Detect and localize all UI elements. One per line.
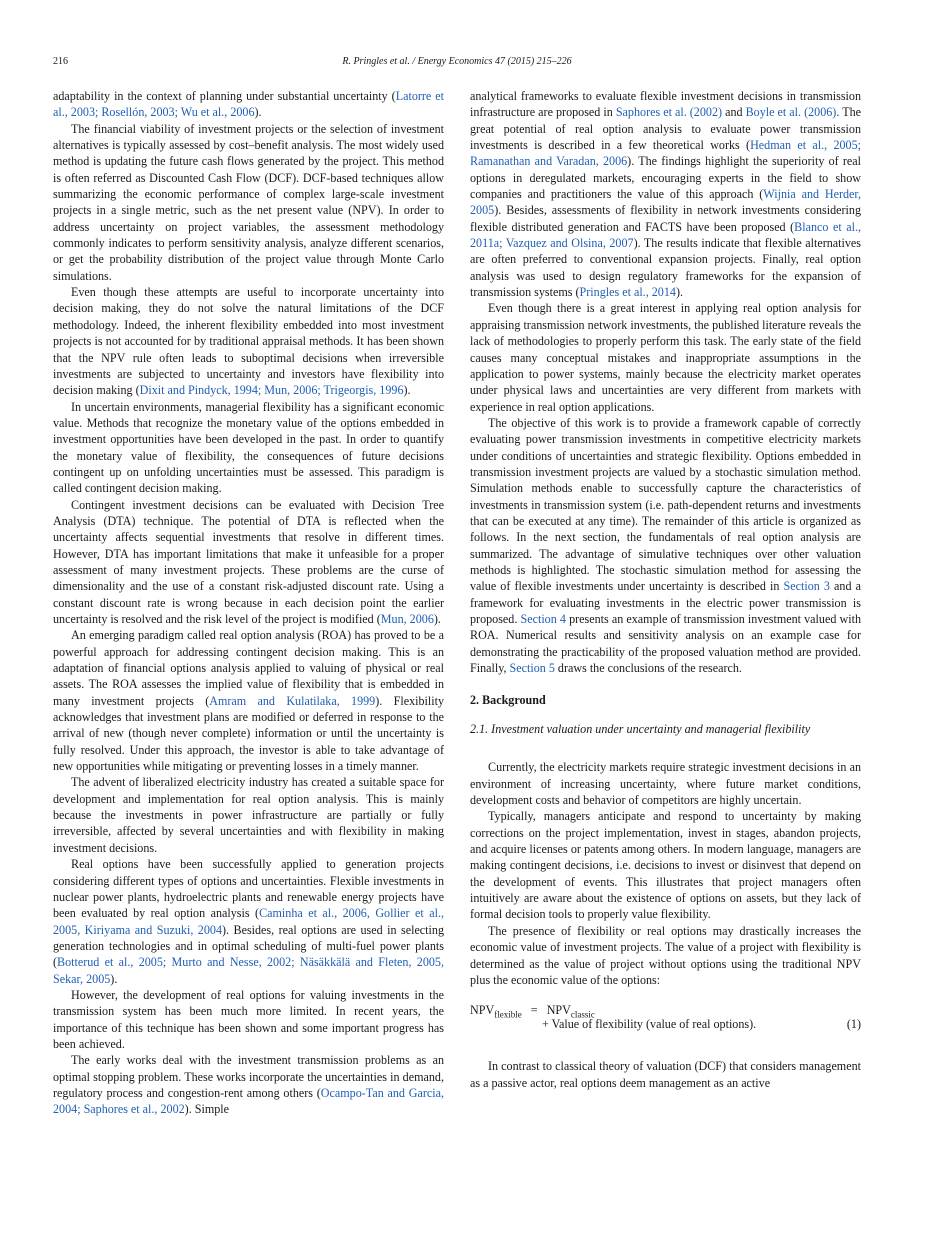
citation-link[interactable]: Ocampo-Tan and Garcia, 2004; Saphores et al., 2002	[53, 1085, 444, 1117]
citation-link[interactable]: Mun, 2006	[380, 612, 434, 626]
citation-link[interactable]: Amram and Kulatilaka, 1999	[209, 693, 376, 708]
paragraph: The early works deal with the investment transmission problems as an optimal stopping problem. These works incorporate the uncertainties in demand, regulatory process and congestion-rent among others (Ocampo-Tan and Garcia, 2004; Saphores et al., 2002). Simple	[53, 1053, 444, 1117]
citation-link[interactable]: Blanco et al., 2011a; Vazquez and Olsina, 2007	[470, 219, 861, 251]
running-title: R. Pringles et al. / Energy Economics 47 (2015) 215–226	[342, 56, 572, 67]
paragraph: Even though there is a great interest in applying real option analysis for appraising transmission network investments, the published literature reveals the lack of methodologies to properly perform this task. The early state of the field causes many conceptual mistakes and inappropriate assumptions in the application to power systems, mainly because the electricity market operates under physical laws and uncertainties are very different from markets with experience in real option applications.	[470, 301, 861, 414]
subsection-heading: 2.1. Investment valuation under uncertainty and managerial flexibility	[470, 722, 811, 737]
section-link[interactable]: Section 4	[520, 612, 566, 626]
section-heading: 2. Background	[470, 693, 546, 708]
section-link[interactable]: Section 3	[783, 579, 830, 594]
paragraph: adaptability in the context of planning under substantial uncertainty (Latorre et al., 2003; Rosellón, 2003; Wu et al., 2006).	[53, 89, 444, 120]
equation-1	[470, 1002, 861, 1036]
paragraph: The advent of liberalized electricity industry has created a suitable space for development and implementation for real option analysis. This is mainly because the investments in power infrastructure are partially or fully irreversible, affected by several uncertainties and with flexibility in making investment decisions.	[53, 775, 444, 855]
equation-line-1: $NPV_{flexible}$ = $NPV_{classic}$	[470, 1003, 595, 1020]
paragraph: The objective of this work is to provide a framework capable of correctly evaluating power transmission investments in competitive electricity markets under conditions of uncertainties and strategic flexibility. Options embedded in transmission investment projects are valued by a stochastic simulation method. Simulation methods enable to successfully capture the characteristics of investments in transmission system (i.e. path-dependent returns and investments that can be executed at any time). The remainder of this article is organized as follows. In the next section, the fundamentals of real option analysis are summarized. The advantage of simulative techniques over other valuation methods is highlighted. The stochastic simulation method for assessing the value of flexible investments under uncertainty is described in Section 3 and a framework for evaluating investments in the electric power transmission is proposed. Section 4 presents an example of transmission investment valued with ROA. Numerical results and sensitivity analysis on an example case for demonstrating the practicability of the proposed valuation method are provided. Finally, Section 5 draws the conclusions of the research.	[470, 415, 861, 676]
page-header	[53, 56, 861, 72]
paragraph: Currently, the electricity markets require strategic investment decisions in an environment of increasing uncertainty, where future market conditions, development costs and behavior of competitors are highly uncertain.	[470, 760, 861, 808]
citation-link[interactable]: Wijnia and Herder, 2005	[470, 187, 861, 218]
paragraph: Contingent investment decisions can be evaluated with Decision Tree Analysis (DTA) technique. The potential of DTA is reflected when the uncertainty affects sequential investments that resolve in different times. However, DTA has important limitations that make it unfeasible for a proper assessment of many investment projects. These problems are the curse of dimensionality and the use of a constant risk-adjusted discount rate. Using a constant discount rate is wrong because in each decision point the earlier uncertainty is resolved and the risk level of the project is modified (Mun, 2006).	[53, 497, 444, 626]
paragraph: analytical frameworks to evaluate flexible investment decisions in transmission infrastructure are proposed in Saphores et al. (2002) and Boyle et al. (2006). The great potential of real option analysis to evaluate power transmission investments is described in a few theoretical works (Hedman et al., 2005; Ramanathan and Varadan, 2006). The findings highlight the superiority of real options in deregulated markets, encouraging experts in the field to show companies and practitioners the value of this approach (Wijnia and Herder, 2005). Besides, assessments of flexibility in network investments considering flexible distributed generation and FACTS have been proposed (Blanco et al., 2011a; Vazquez and Olsina, 2007). The results indicate that flexible alternatives are often preferred to conventional expansion projects. Finally, real option analysis was used to design regulatory frameworks for the expansion of transmission systems (Pringles et al., 2014).	[470, 89, 862, 300]
paragraph: The financial viability of investment projects or the selection of investment alternatives is typically assessed by cost–benefit analysis. The most widely used method is updating the future cash flows generated by the project. This method is often referred as Discounted Cash Flow (DCF). DCF-based techniques allow summarizing the economic performance of complex large-scale investment projects in a single metric, such as the net present value (NPV). In order to address uncertainty on project variables, the assessment methodology commonly indicates to perform sensitivity analysis, analyze different scenarios, or get the probability distribution of the project value through Monte Carlo simulations.	[53, 121, 444, 283]
equation-line-2: + Value of flexibility (value of real options).	[542, 1017, 757, 1032]
paragraph: Real options have been successfully applied to generation projects considering different types of options and uncertainties. Flexible investments in nuclear power plants, hydroelectric plants and renewable energy projects have been evaluated by real option analysis (Caminha et al., 2006, Gollier et al., 2005, Kiriyama and Suzuki, 2004). Besides, real options are used in selecting generation technologies and in optimal scheduling of multi-fuel power plants (Botterud et al., 2005; Murto and Nesse, 2002; Näsäkkälä and Fleten, 2005, Sekar, 2005).	[53, 857, 445, 986]
paragraph: However, the development of real options for valuing investments in the transmission system has been much more limited. In recent years, the importance of this technique has been shown and some important progress has been achieved.	[53, 987, 444, 1051]
page-number: 216	[53, 56, 68, 67]
right-column	[470, 88, 861, 1091]
citation-link[interactable]: Hedman et al., 2005; Ramanathan and Varadan, 2006	[470, 138, 861, 169]
citation-link[interactable]: Boyle et al. (2006)	[745, 105, 837, 120]
paragraph: Even though these attempts are useful to incorporate uncertainty into decision making, they do not solve the natural limitations of the DCF methodology. Indeed, the inherent flexibility embedded into most investment projects is not accounted for by traditional appraisal methods. It has been shown that the NPV rule often leads to suboptimal decisions when irreversible investments are subjected to uncertainty and investors have flexibility into decision making (Dixit and Pindyck, 1994; Mun, 2006; Trigeorgis, 1996).	[53, 285, 444, 398]
paragraph: The presence of flexibility or real options may drastically increases the economic value of investment projects. The value of a project with flexibility is determined as the value of project without options using the traditional NPV plus the economic value of the options:	[470, 923, 861, 987]
paragraph: In uncertain environments, managerial flexibility has a significant economic value. Methods that recognize the monetary value of the options embedded in investment opportunities have been developed in the past. In order to quantify the monetary value of flexibility, the consequences of future decisions contingent up on unfolding uncertainties must be assessed. This paradigm is called contingent decision making.	[53, 399, 444, 496]
section-link[interactable]: Section 5	[509, 661, 555, 676]
paragraph: An emerging paradigm called real option analysis (ROA) has proved to be a powerful approach for addressing contingent decision making. This is an adaptation of financial options analysis applied to valuing of physical or real assets. The ROA assesses the implied value of flexibility that is embedded in many investment projects (Amram and Kulatilaka, 1999). Flexibility acknowledges that investment plans are modified or deferred in response to the arrival of new (though never complete) information or until the uncertainty is fully resolved. Under this approach, the investor is able to take advantage of new opportunities while mitigating or preventing losses in a timely manner.	[53, 628, 445, 774]
paragraph: Typically, managers anticipate and respond to uncertainty by making corrections on the project implementation, invest in stages, abandon projects, and acquire licenses or patents among others. In modern language, managers are making contingent decisions, i.e. decisions to invest or disinvest that depend on the development of events. This illustrates that project managers often intuitively are aware about the existence of options on assets, but they lack of formal decision tools to properly value flexibility.	[470, 809, 861, 922]
citation-link[interactable]: Botterud et al., 2005; Murto and Nesse, 2002; Näsäkkälä and Fleten, 2005, Sekar, 2005	[53, 955, 444, 986]
equation-number: (1)	[846, 1017, 861, 1032]
left-column	[53, 88, 444, 1118]
citation-link[interactable]: Caminha et al., 2006, Gollier et al., 2005, Kiriyama and Suzuki, 2004	[53, 906, 445, 937]
citation-link[interactable]: Pringles et al., 2014	[579, 285, 676, 300]
citation-link[interactable]: Saphores et al. (2002)	[615, 105, 723, 120]
citation-link[interactable]: Latorre et al., 2003; Rosellón, 2003; Wu et al., 2006	[53, 89, 444, 120]
paragraph: In contrast to classical theory of valuation (DCF) that considers management as a passive actor, real options deem management as an active	[470, 1059, 861, 1090]
citation-link[interactable]: Dixit and Pindyck, 1994; Mun, 2006; Trigeorgis, 1996	[139, 383, 404, 398]
